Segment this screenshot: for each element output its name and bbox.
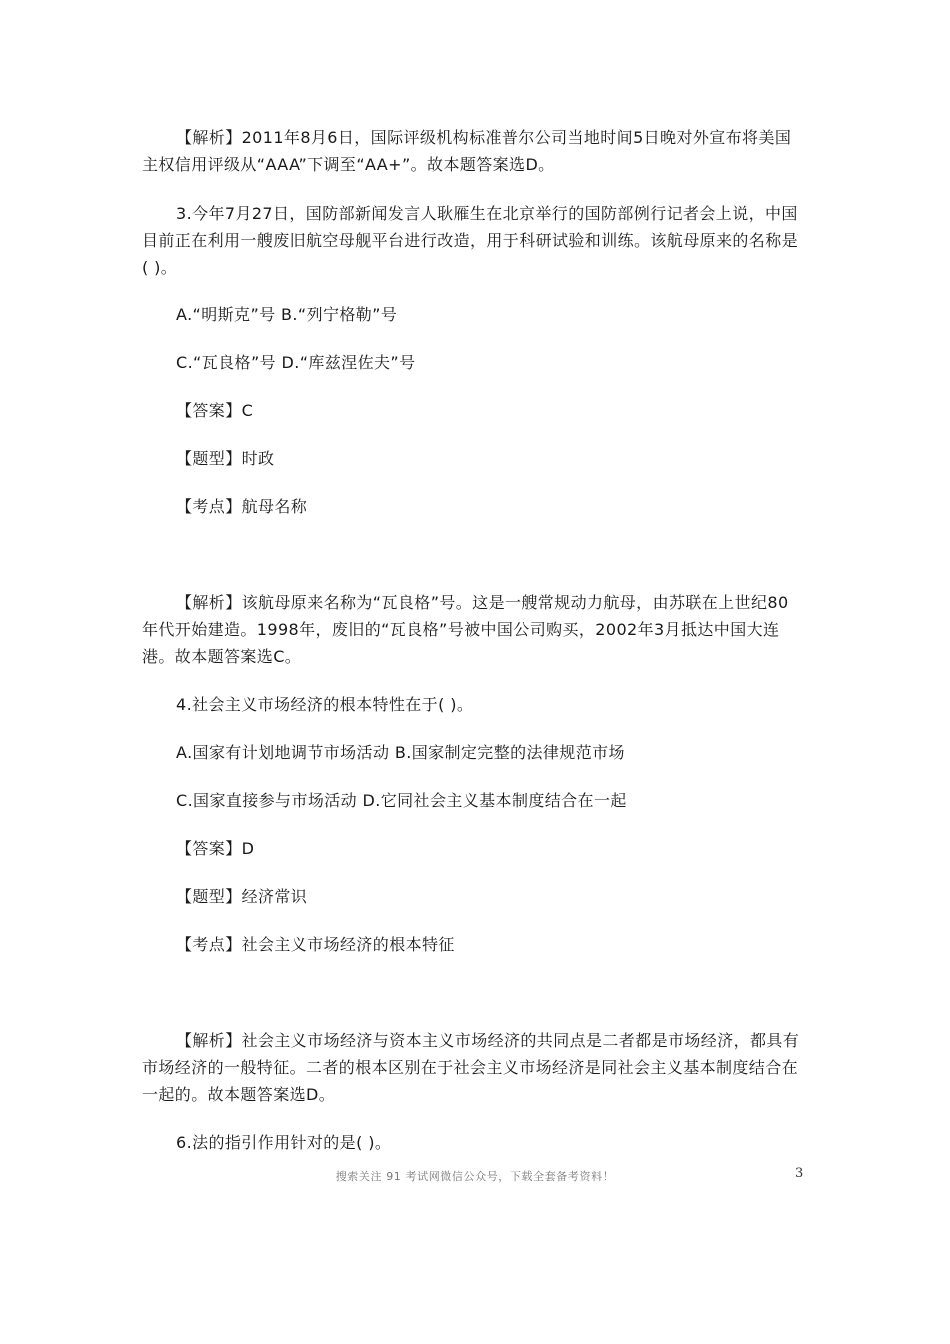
question-4-analysis: 【解析】社会主义市场经济与资本主义市场经济的共同点是二者都是市场经济，都具有市场经济的一般特征。二者的根本区别在于社会主义市场经济是同社会主义基本制度结合在一起的。故本题答案选D。 xyxy=(142,1031,800,1104)
question-4-options-ab: A.国家有计划地调节市场活动 B.国家制定完整的法律规范市场 xyxy=(176,743,625,762)
question-4-topic: 【考点】社会主义市场经济的根本特征 xyxy=(176,935,455,954)
question-4-answer: 【答案】D xyxy=(176,839,255,858)
question-4-stem: 4.社会主义市场经济的根本特性在于( )。 xyxy=(176,695,474,714)
question-6-stem: 6.法的指引作用针对的是( )。 xyxy=(176,1133,392,1152)
question-4-options-cd: C.国家直接参与市场活动 D.它同社会主义基本制度结合在一起 xyxy=(176,791,627,810)
question-3-topic: 【考点】航母名称 xyxy=(176,497,308,516)
footer-promo-text: 搜索关注 91 考试网微信公众号，下载全套备考资料！ xyxy=(335,1170,615,1183)
question-4-type: 【题型】经济常识 xyxy=(176,887,308,906)
question-3-type: 【题型】时政 xyxy=(176,449,275,468)
analysis-paragraph-q2: 【解析】2011年8月6日，国际评级机构标准普尔公司当地时间5日晚对外宣布将美国主权信用评级从“AAA”下调至“AA+”。故本题答案选D。 xyxy=(142,128,792,174)
question-3-analysis: 【解析】该航母原来名称为“瓦良格”号。这是一艘常规动力航母，由苏联在上世纪80年代开始建造。1998年，废旧的“瓦良格”号被中国公司购买，2002年3月抵达中国大连港。故本题答案选C。 xyxy=(142,593,789,666)
question-3-stem: 3.今年7月27日，国防部新闻发言人耿雁生在北京举行的国防部例行记者会上说，中国目前正在利用一艘废旧航空母舰平台进行改造，用于科研试验和训练。该航母原来的名称是( )。 xyxy=(142,204,799,277)
question-3-answer: 【答案】C xyxy=(176,401,254,420)
question-3-options-ab: A.“明斯克”号 B.“列宁格勒”号 xyxy=(176,305,398,324)
page-number: 3 xyxy=(795,1166,804,1181)
question-3-options-cd: C.“瓦良格”号 D.“库兹涅佐夫”号 xyxy=(176,353,416,372)
